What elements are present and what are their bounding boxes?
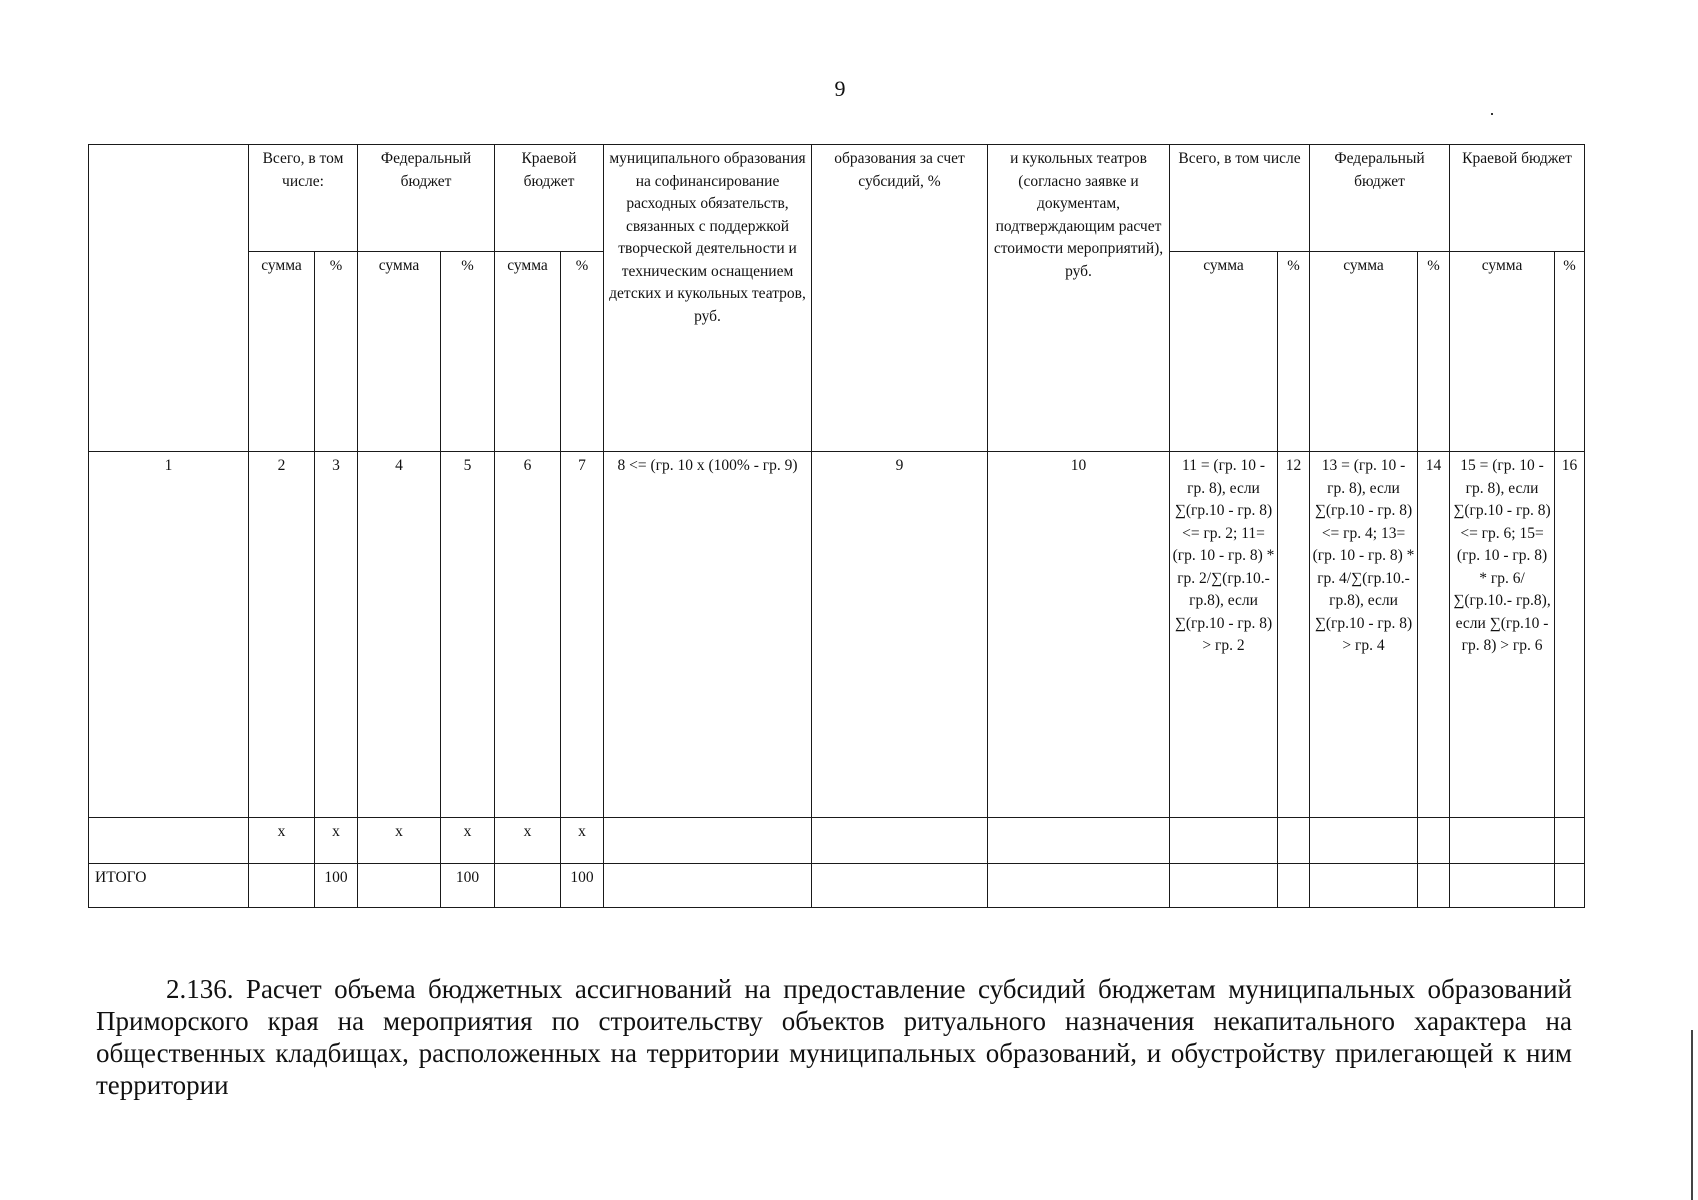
- empty-cell: [1278, 864, 1310, 908]
- col-number-1: 1: [89, 452, 249, 818]
- subheader-sum: сумма: [358, 252, 441, 452]
- total-pct: 100: [315, 864, 358, 908]
- empty-cell: [1170, 864, 1278, 908]
- header-regional-group: Краевой бюджет: [495, 145, 604, 252]
- empty-cell: [1418, 864, 1450, 908]
- x-mark: х: [315, 818, 358, 864]
- header-col-1: [89, 145, 249, 452]
- total-pct: 100: [561, 864, 604, 908]
- col-number-12: 12: [1278, 452, 1310, 818]
- empty-cell: [358, 864, 441, 908]
- empty-cell: [1450, 864, 1555, 908]
- x-mark: х: [441, 818, 495, 864]
- subheader-sum: сумма: [1310, 252, 1418, 452]
- empty-cell: [1555, 818, 1585, 864]
- col-number-5: 5: [441, 452, 495, 818]
- subheader-pct: %: [1555, 252, 1585, 452]
- header-col-8: муниципального образования на софинансирование расходных обязательств, связанных с поддержкой творческой деятельности и техническим оснащением детских и кукольных театров, руб.: [604, 145, 812, 452]
- total-pct: 100: [441, 864, 495, 908]
- empty-cell: [1310, 864, 1418, 908]
- header-col-10: и кукольных театров (согласно заявке и документам, подтверждающим расчет стоимости мероприятий), руб.: [988, 145, 1170, 452]
- empty-cell: [988, 818, 1170, 864]
- col-number-16: 16: [1555, 452, 1585, 818]
- col-number-9: 9: [812, 452, 988, 818]
- total-row: [89, 864, 1585, 908]
- empty-cell: [604, 818, 812, 864]
- col-number-6: 6: [495, 452, 561, 818]
- subheader-pct: %: [1418, 252, 1450, 452]
- x-mark: х: [249, 818, 315, 864]
- subheader-pct: %: [1278, 252, 1310, 452]
- header-total-group: Всего, в том числе:: [249, 145, 358, 252]
- total-label: ИТОГО: [89, 864, 249, 908]
- header-total-group-2: Всего, в том числе: [1170, 145, 1310, 252]
- header-federal-group-2: Федеральный бюджет: [1310, 145, 1450, 252]
- col-formula-11: 11 = (гр. 10 - гр. 8), если ∑(гр.10 - гр. 8) <= гр. 2; 11= (гр. 10 - гр. 8) * гр. 2/∑(гр.10.- гр.8), если ∑(гр.10 - гр. 8) > гр. 2: [1170, 452, 1278, 818]
- empty-cell: [988, 864, 1170, 908]
- col-formula-13: 13 = (гр. 10 - гр. 8), если ∑(гр.10 - гр. 8) <= гр. 4; 13= (гр. 10 - гр. 8) * гр. 4/∑(гр.10.- гр.8), если ∑(гр.10 - гр. 8) > гр. 4: [1310, 452, 1418, 818]
- col-formula-15: 15 = (гр. 10 - гр. 8), если ∑(гр.10 - гр. 8) <= гр. 6; 15= (гр. 10 - гр. 8) * гр. 6/∑(гр.10.- гр.8), если ∑(гр.10 - гр. 8) > гр. 6: [1450, 452, 1555, 818]
- subheader-pct: %: [315, 252, 358, 452]
- col-number-10: 10: [988, 452, 1170, 818]
- x-mark-row: [89, 818, 1585, 864]
- empty-cell: [812, 864, 988, 908]
- subheader-sum: сумма: [249, 252, 315, 452]
- empty-cell: [1170, 818, 1278, 864]
- header-federal-group: Федеральный бюджет: [358, 145, 495, 252]
- col-number-3: 3: [315, 452, 358, 818]
- empty-cell: [1555, 864, 1585, 908]
- empty-cell: [495, 864, 561, 908]
- scan-edge-line: [1691, 1030, 1693, 1200]
- column-number-row: [89, 452, 1585, 818]
- subheader-pct: %: [561, 252, 604, 452]
- empty-cell: [1278, 818, 1310, 864]
- subheader-sum: сумма: [495, 252, 561, 452]
- x-mark: х: [495, 818, 561, 864]
- subheader-sum: сумма: [1170, 252, 1278, 452]
- col-formula-8: 8 <= (гр. 10 х (100% - гр. 9): [604, 452, 812, 818]
- empty-cell: [1418, 818, 1450, 864]
- table-header-row: [89, 145, 1585, 252]
- subheader-sum: сумма: [1450, 252, 1555, 452]
- budget-calculation-table: [88, 144, 1585, 908]
- empty-cell: [1450, 818, 1555, 864]
- x-mark: х: [358, 818, 441, 864]
- header-col-9: образования за счет субсидий, %: [812, 145, 988, 452]
- col-number-2: 2: [249, 452, 315, 818]
- x-mark: х: [561, 818, 604, 864]
- empty-cell: [812, 818, 988, 864]
- subheader-pct: %: [441, 252, 495, 452]
- empty-cell: [1310, 818, 1418, 864]
- col-number-4: 4: [358, 452, 441, 818]
- header-regional-group-2: Краевой бюджет: [1450, 145, 1585, 252]
- x-row-label: [89, 818, 249, 864]
- empty-cell: [249, 864, 315, 908]
- page-number: 9: [834, 76, 846, 101]
- col-number-14: 14: [1418, 452, 1450, 818]
- empty-cell: [604, 864, 812, 908]
- section-paragraph: 2.136. Расчет объема бюджетных ассигнований на предоставление субсидий бюджетам муниципальных образований Приморского края на мероприятия по строительству объектов ритуального назначения некапитального характера на общественных кладбищах, расположенных на территории муниципальных образований, и обустройству прилегающей к ним территории: [96, 974, 1572, 1100]
- col-number-7: 7: [561, 452, 604, 818]
- scan-speck: [1491, 113, 1493, 115]
